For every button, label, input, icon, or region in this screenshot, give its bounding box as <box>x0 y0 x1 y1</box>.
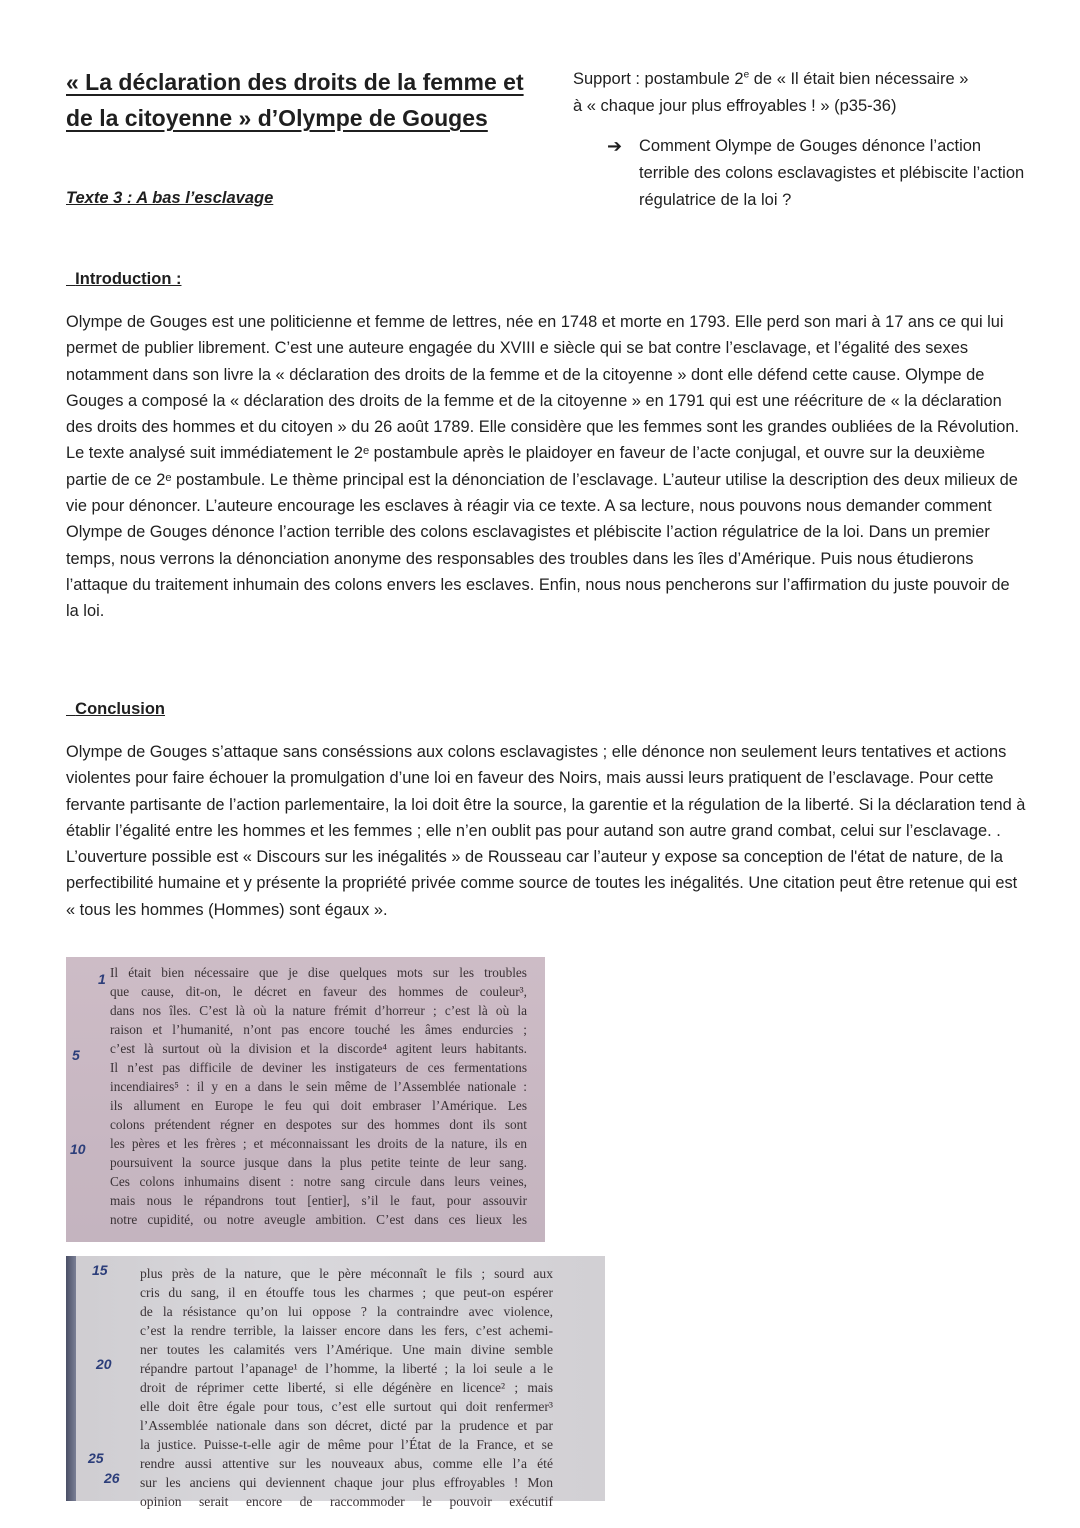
scan-line: rendre aussi attentive sur les nouveaux abus, comme elle l’a été <box>140 1456 553 1471</box>
conclusion-heading-text: Conclusion <box>75 700 166 718</box>
scan-line: dans nos îles. C’est là où la nature frémit d’horreur ; c’est là où la <box>110 1003 527 1018</box>
support-superscript: e <box>743 69 750 81</box>
scan-line: que cause, dit-on, le décret en faveur des hommes de couleur³, <box>110 984 527 999</box>
conclusion-paragraph: Olympe de Gouges s’attaque sans conséssions aux colons esclavagistes ; elle dénonce non seulement leurs tentatives et actions violentes pour faire échouer la promulgation d’une loi en faveur des Noirs, mais aussi leurs pratiquent de l’esclavage. Pour cette fervante partisante de l’action parlementaire, la loi doit être la source, la garentie et la régulation de la liberté. Si la déclaration tend à établir l’égalité entre les hommes et les femmes ; elle n’en oublit pas pour autand son autre grand combat, celui sur l’esclavage. . L’ouverture possible est « Discours sur les inégalités » de Rousseau car l’auteur y expose sa conception de l'état de nature, de la perfectibilité humaine et y présente la propriété privée comme source de toutes les inégalités. Une citation peut être retenue qui est « tous les hommes (Hommes) sont égaux ». <box>66 743 1026 919</box>
margin-number: 1 <box>98 971 106 987</box>
scan-line: colons prétendent régner en despotes sur des hommes dont ils sont <box>110 1117 527 1132</box>
document-title: « La déclaration des droits de la femme et de la citoyenne » d’Olympe de Gouges <box>66 69 524 131</box>
support-line-1: Support : postambule 2 <box>573 70 744 88</box>
book-scan-excerpt-1 <box>66 957 545 1242</box>
scan-line: elle doit être égale pour tous, c’est elle surtout qui doit renfermer³ <box>140 1399 553 1414</box>
support-reference <box>573 66 1033 120</box>
scan-line: répandre partout l’apanage¹ de l’homme, la liberté ; la loi seule a le <box>140 1361 553 1376</box>
margin-number: 26 <box>104 1470 120 1486</box>
arrow-icon: ➔ <box>607 136 623 156</box>
scan-line: cris du sang, il en étouffe tous les charmes ; que peut-on espérer <box>140 1285 553 1300</box>
scan-line: de la résistance qu’on lui oppose ? la contraindre avec violence, <box>140 1304 553 1319</box>
scan-line: ner toutes les calamités vers l’Amérique. Une main divine semble <box>140 1342 553 1357</box>
scan-line: mais nous le répandrons tout [entier], s’il le faut, pour assouvir <box>110 1193 527 1208</box>
scan-line: poursuivent la source jusque dans la plus petite teinte de leur sang. <box>110 1155 527 1170</box>
margin-number: 15 <box>92 1262 108 1278</box>
margin-number: 5 <box>72 1047 80 1063</box>
scan-2-lines <box>140 1264 553 1511</box>
problematic-question <box>607 133 1027 214</box>
scan-1-lines <box>110 963 527 1229</box>
support-line-1-end: de « Il était bien nécessaire » <box>749 70 969 88</box>
scan-line: opinion serait encore de raccommoder le pouvoir exécutif <box>140 1494 553 1509</box>
conclusion-heading <box>66 700 165 719</box>
scan-line: incendiaires⁵ : il y en a dans le sein même de l’Assemblée nationale : <box>110 1079 527 1094</box>
scan-line: les pères et les frères ; et méconnaissant les droits de la nature, ils en <box>110 1136 527 1151</box>
scan-line: droit de réprimer cette liberté, si elle dégénère en licence² ; mais <box>140 1380 553 1395</box>
margin-number: 10 <box>70 1141 86 1157</box>
margin-number: 20 <box>96 1356 112 1372</box>
scan-line: Ces colons inhumains disent : notre sang circule dans leurs veines, <box>110 1174 527 1189</box>
scan-line: ils allument en Europe le feu qui doit embraser l’Amérique. Les <box>110 1098 527 1113</box>
scan-line: c’est la rendre terrible, la laisser encore dans les fers, c’est achemi- <box>140 1323 553 1338</box>
introduction-paragraph: Olympe de Gouges est une politicienne et femme de lettres, née en 1748 et morte en 1793. Elle perd son mari à 17 ans ce qui lui permet de publier librement. C’est une auteure engagée du XVIII e siècle qui se bat contre l’esclavage, et l’égalité des sexes notamment dans son livre la « déclaration des droits de la femme et de la citoyenne » dont elle défend cette cause. Olympe de Gouges a composé la « déclaration des droits de la femme et de la citoyenne » en 1791 qui est une réécriture de « la déclaration des droits des hommes et du citoyen » du 26 août 1789. Elle considère que les femmes sont les grandes oubliées de la Révolution. Le texte analysé suit immédiatement le 2ᵉ postambule après le plaidoyer en faveur de l’acte conjugal, et ouvre sur la deuxième partie de ce 2ᵉ postambule. Le thème principal est la dénonciation de l’esclavage. L’auteur utilise la description des deux milieux de vie pour dénoncer. L’auteure encourage les esclaves à réagir via ce texte. A sa lecture, nous pouvons nous demander comment Olympe de Gouges dénonce l’action terrible des colons esclavagistes et plébiscite l’action régulatrice de la loi. Dans un premier temps, nous verrons la dénonciation anonyme des responsables des troubles dans les îles d’Amérique. Puis nous étudierons l’attaque du traitement inhumain des colons envers les esclaves. Enfin, nous nous pencherons sur l’affirmation du juste pouvoir de la loi. <box>66 313 1020 621</box>
text-subtitle: Texte 3 : A bas l’esclavage <box>66 189 274 207</box>
scan-line: sur les anciens qui deviennent chaque jour plus effroyables ! Mon <box>140 1475 553 1490</box>
scan-line: plus près de la nature, que le père méconnaît le fils ; sourd aux <box>140 1266 553 1281</box>
scan-line: c’est là surtout où la division et la discorde⁴ agitent leurs habitants. <box>110 1041 527 1056</box>
introduction-heading <box>66 270 181 289</box>
scan-line: la justice. Puisse-t-elle agir de même pour l’État de la France, et se <box>140 1437 553 1452</box>
scan-line: Il n’est pas difficile de deviner les instigateurs de ces fermentations <box>110 1060 527 1075</box>
book-spine-edge <box>66 1256 76 1501</box>
scan-line: notre cupidité, ou notre aveugle ambition. C’est dans ces lieux les <box>110 1212 527 1227</box>
margin-number: 25 <box>88 1450 104 1466</box>
question-text: Comment Olympe de Gouges dénonce l’action terrible des colons esclavagistes et plébiscite l’action régulatrice de la loi ? <box>639 137 1025 209</box>
introduction-heading-text: Introduction : <box>75 270 182 288</box>
scan-line: l’Assemblée nationale dans son décret, dicté par la prudence et par <box>140 1418 553 1433</box>
support-line-2: à « chaque jour plus effroyables ! » (p35-36) <box>573 97 897 115</box>
book-scan-excerpt-2 <box>66 1256 605 1509</box>
scan-line: Il était bien nécessaire que je dise quelques mots sur les troubles <box>110 965 527 980</box>
scan-line: raison et l’humanité, n’ont pas encore touché les âmes endurcies ; <box>110 1022 527 1037</box>
